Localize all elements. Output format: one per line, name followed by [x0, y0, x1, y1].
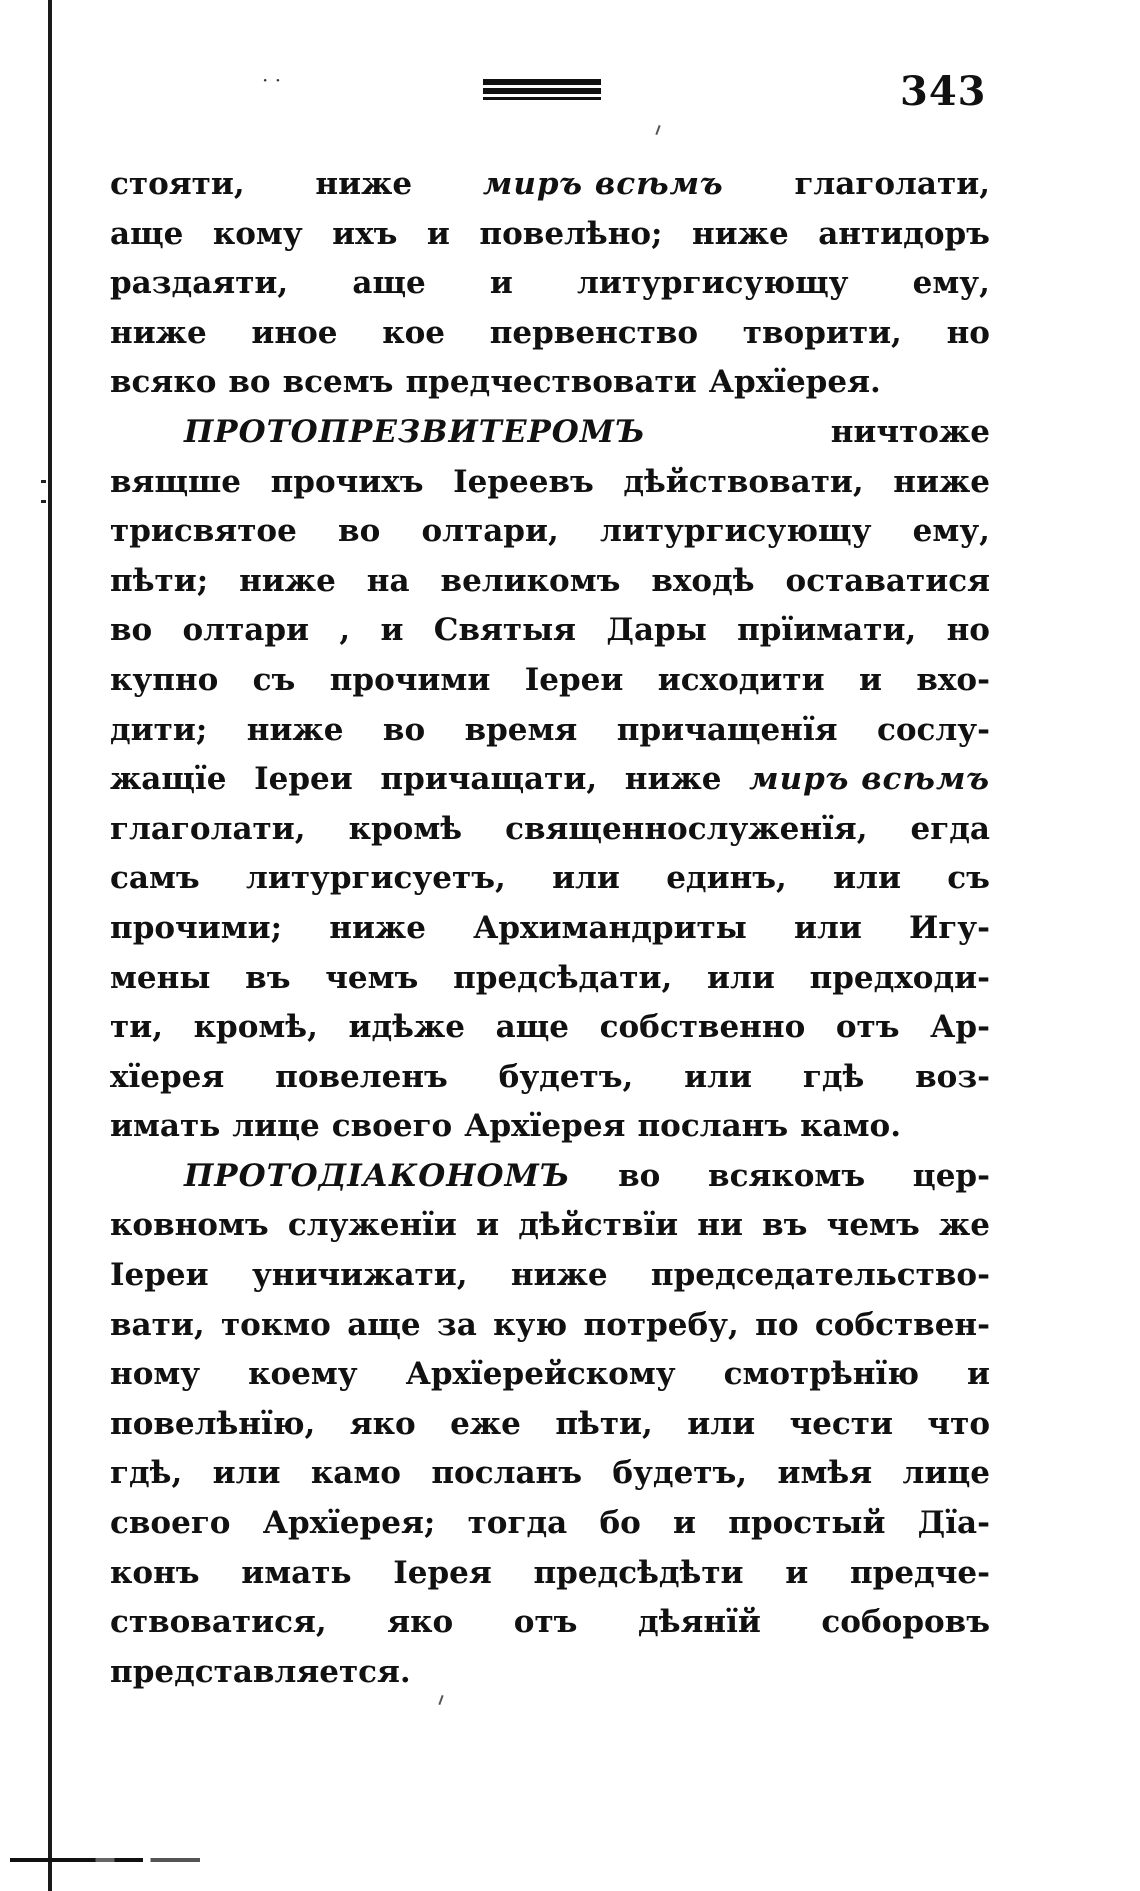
text-line — [110, 1350, 990, 1400]
left-page-border — [48, 0, 52, 1891]
word: и — [673, 1505, 697, 1542]
word: во — [228, 364, 271, 401]
text-line — [110, 1053, 990, 1103]
word: ниже — [691, 215, 789, 252]
word: ному — [110, 1356, 201, 1393]
word: сослу- — [877, 711, 990, 748]
word: вхо- — [916, 661, 990, 698]
word: дѣйствїи — [518, 1207, 679, 1244]
text-line — [110, 1102, 990, 1152]
word: ниже — [624, 761, 722, 798]
bottom-rule — [10, 1858, 200, 1862]
word: посланъ — [431, 1455, 583, 1492]
word: Ар- — [930, 1009, 990, 1046]
text-line — [110, 1400, 990, 1450]
word: яко — [387, 1604, 454, 1641]
word: ни — [697, 1207, 743, 1244]
word: всякомъ — [708, 1157, 866, 1194]
word: предходи- — [809, 959, 990, 996]
word: и — [426, 215, 450, 252]
word: глаголати, — [110, 810, 306, 847]
word: купно — [110, 661, 219, 698]
word: Архїерейскому — [405, 1356, 676, 1393]
word: Iереи — [524, 661, 624, 698]
word: Архїерея — [464, 1108, 626, 1145]
text-line — [110, 1003, 990, 1053]
text-line — [110, 210, 990, 260]
word: единъ, — [666, 860, 787, 897]
text-line — [110, 1648, 990, 1698]
word: будетъ, — [612, 1455, 748, 1492]
word: раздаяти, — [110, 265, 289, 302]
word: ниже — [893, 463, 990, 500]
word: гдѣ — [802, 1058, 865, 1095]
word: соборовъ — [821, 1604, 990, 1641]
word: ниже — [315, 166, 413, 202]
word: лице — [232, 1108, 320, 1145]
text-line — [110, 954, 990, 1004]
word: прочими — [329, 661, 491, 698]
word: своего — [110, 1505, 231, 1542]
word: и — [489, 265, 513, 302]
word: имать — [241, 1554, 352, 1591]
word: Дары — [606, 612, 707, 649]
word: аще — [347, 1306, 421, 1343]
word: и — [476, 1207, 500, 1244]
word: оставатися — [785, 562, 990, 599]
word: что — [927, 1405, 990, 1442]
word: или — [684, 1058, 752, 1095]
word: Iереи — [110, 1257, 209, 1294]
text-line — [110, 706, 990, 756]
word: ниже — [510, 1257, 608, 1294]
word: кромѣ, — [193, 1009, 318, 1046]
word: Святыя — [433, 612, 577, 649]
word: ниже — [239, 562, 336, 599]
word: ему, — [912, 513, 990, 550]
word: ниже — [329, 909, 426, 946]
word: прочими; — [110, 909, 283, 946]
word: во — [382, 711, 426, 748]
word: кое — [382, 314, 446, 351]
word: Iереевъ — [453, 463, 594, 500]
text-line — [110, 309, 990, 359]
text-line — [110, 160, 990, 210]
word: уничижати, — [251, 1257, 468, 1294]
word: стояти, — [110, 166, 245, 202]
word: тогда — [467, 1505, 568, 1542]
word: аще — [110, 215, 184, 252]
text-line — [110, 904, 990, 954]
word: или — [552, 860, 620, 897]
word: ПРОТОДIАКОНОМЪ — [184, 1157, 571, 1194]
word: повелѣнїю, — [110, 1405, 316, 1442]
word: собствен- — [814, 1306, 990, 1343]
word: въ — [762, 1207, 808, 1244]
word: ихъ — [332, 215, 398, 252]
word: еже — [450, 1405, 521, 1442]
word: по — [755, 1306, 799, 1343]
word: посланъ — [637, 1108, 789, 1145]
word: всемъ — [282, 364, 394, 401]
word: всяко — [110, 364, 217, 401]
text-line — [110, 805, 990, 855]
word: антидоръ — [818, 215, 990, 252]
word: на — [366, 562, 410, 599]
word: ПРОТОПРЕЗВИТЕРОМЪ — [184, 413, 646, 450]
word: чемъ — [325, 959, 419, 996]
word: олтари — [182, 612, 310, 649]
word: мены — [110, 959, 211, 996]
word: служенїи — [287, 1207, 457, 1244]
word: ниже — [246, 711, 344, 748]
word: литургисуетъ, — [245, 860, 506, 897]
word: гдѣ, — [110, 1455, 183, 1492]
text-line — [110, 1301, 990, 1351]
word: Архимандриты — [473, 909, 747, 946]
text-line — [110, 1201, 990, 1251]
text-line — [110, 259, 990, 309]
word: ствоватися, — [110, 1604, 327, 1641]
word: или — [794, 909, 862, 946]
word: входѣ — [651, 562, 755, 599]
word: потребу, — [583, 1306, 739, 1343]
word: ниже — [110, 314, 207, 351]
word: жащїе — [110, 761, 227, 798]
word: Архїерея. — [708, 364, 881, 401]
word: во — [618, 1157, 661, 1194]
word: Дїа- — [917, 1505, 990, 1542]
word: идѣже — [348, 1009, 465, 1046]
word: лице — [902, 1455, 990, 1492]
word: будетъ, — [498, 1058, 634, 1095]
word: прочихъ — [270, 463, 424, 500]
word: Iерея — [393, 1554, 492, 1591]
margin-tick — [41, 480, 46, 483]
word: камо — [310, 1455, 401, 1492]
word: дѣйствовати, — [623, 463, 864, 500]
text-line — [110, 507, 990, 557]
word: и — [859, 661, 882, 698]
word: съ — [252, 661, 296, 698]
word: причащенїя — [616, 711, 838, 748]
word: самъ — [110, 860, 200, 897]
word: простый — [728, 1505, 886, 1542]
word: и — [966, 1356, 990, 1393]
word: во — [110, 612, 153, 649]
text-line — [110, 854, 990, 904]
word: олтари, — [421, 513, 559, 550]
word: или — [212, 1455, 281, 1492]
word: отъ — [513, 1604, 578, 1641]
word: хїерея — [110, 1058, 225, 1095]
margin-tick — [41, 500, 46, 503]
word: бо — [599, 1505, 641, 1542]
word: ничтоже — [830, 413, 990, 450]
word: въ — [245, 959, 291, 996]
word: предсѣдати, — [453, 959, 673, 996]
word: ковномъ — [110, 1207, 269, 1244]
word: во — [338, 513, 381, 550]
header-marks: · · — [262, 68, 282, 92]
word: предчествовати — [405, 364, 697, 401]
text-line — [110, 1152, 990, 1202]
word: время — [464, 711, 578, 748]
word: иное — [251, 314, 338, 351]
word: Архїерея; — [262, 1505, 436, 1542]
word: или — [706, 959, 775, 996]
word: за — [436, 1306, 477, 1343]
word: кромѣ — [348, 810, 463, 847]
word: ти, — [110, 1009, 163, 1046]
word: собственно — [599, 1009, 806, 1046]
text-line — [110, 1598, 990, 1648]
word: своего — [331, 1108, 453, 1145]
word: токмо — [220, 1306, 331, 1343]
word: имать — [110, 1108, 221, 1145]
word: аще — [495, 1009, 569, 1046]
text-line — [110, 458, 990, 508]
word: кую — [493, 1306, 568, 1343]
word: трисвятое — [110, 513, 297, 550]
speck — [655, 125, 660, 135]
word: чести — [789, 1405, 893, 1442]
word: имѣя — [777, 1455, 873, 1492]
word: исходити — [657, 661, 825, 698]
word: или — [687, 1405, 756, 1442]
text-line — [110, 358, 990, 408]
word: же — [938, 1207, 990, 1244]
text-line — [110, 1549, 990, 1599]
word: миръ всѣмъ — [482, 166, 724, 202]
word: священнослуженїя, — [505, 810, 868, 847]
page-number: 343 — [900, 68, 987, 115]
word: пѣти; — [110, 562, 209, 599]
word: яко — [349, 1405, 416, 1442]
word: творити, — [742, 314, 902, 351]
word: дѣянїй — [638, 1604, 761, 1641]
text-line — [110, 656, 990, 706]
word: съ — [947, 860, 990, 897]
word: миръ всѣмъ — [749, 761, 990, 798]
word: Iереи — [254, 761, 353, 798]
word: но — [946, 612, 990, 649]
word: конъ — [110, 1554, 200, 1591]
word: , — [339, 612, 351, 649]
word: повеленъ — [275, 1058, 448, 1095]
text-line — [110, 557, 990, 607]
word: председательство- — [650, 1257, 990, 1294]
word: пѣти, — [555, 1405, 653, 1442]
word: и — [380, 612, 404, 649]
word: чемъ — [826, 1207, 920, 1244]
word: или — [833, 860, 901, 897]
word: литургисующу — [599, 513, 872, 550]
word: смотрѣнїю — [723, 1356, 919, 1393]
word: дити; — [110, 711, 208, 748]
word: и — [785, 1554, 809, 1591]
body-text — [110, 160, 990, 1697]
word: первенство — [489, 314, 699, 351]
word: Игу- — [909, 909, 990, 946]
word: повелѣно; — [479, 215, 663, 252]
word: вати, — [110, 1306, 205, 1343]
word: ему, — [912, 265, 990, 302]
word: великомъ — [440, 562, 621, 599]
text-line — [110, 755, 990, 805]
text-line — [110, 408, 990, 458]
word: но — [946, 314, 990, 351]
text-line — [110, 1251, 990, 1301]
word: кому — [212, 215, 303, 252]
word: представляется. — [110, 1653, 411, 1690]
word: аще — [352, 265, 426, 302]
word: предче- — [849, 1554, 990, 1591]
word: причащати, — [380, 761, 598, 798]
word: прїимати, — [737, 612, 917, 649]
word: коему — [248, 1356, 358, 1393]
word: егда — [910, 810, 990, 847]
text-line — [110, 1449, 990, 1499]
word: предсѣдѣти — [533, 1554, 744, 1591]
word: литургисующу — [577, 265, 849, 302]
word: отъ — [835, 1009, 900, 1046]
word: воз- — [915, 1058, 990, 1095]
word: вящше — [110, 463, 242, 500]
word: глаголати, — [794, 166, 990, 202]
word: цер- — [912, 1157, 990, 1194]
word: камо. — [800, 1108, 901, 1145]
text-line — [110, 1499, 990, 1549]
header-ornament-rule — [483, 79, 601, 101]
text-line — [110, 606, 990, 656]
